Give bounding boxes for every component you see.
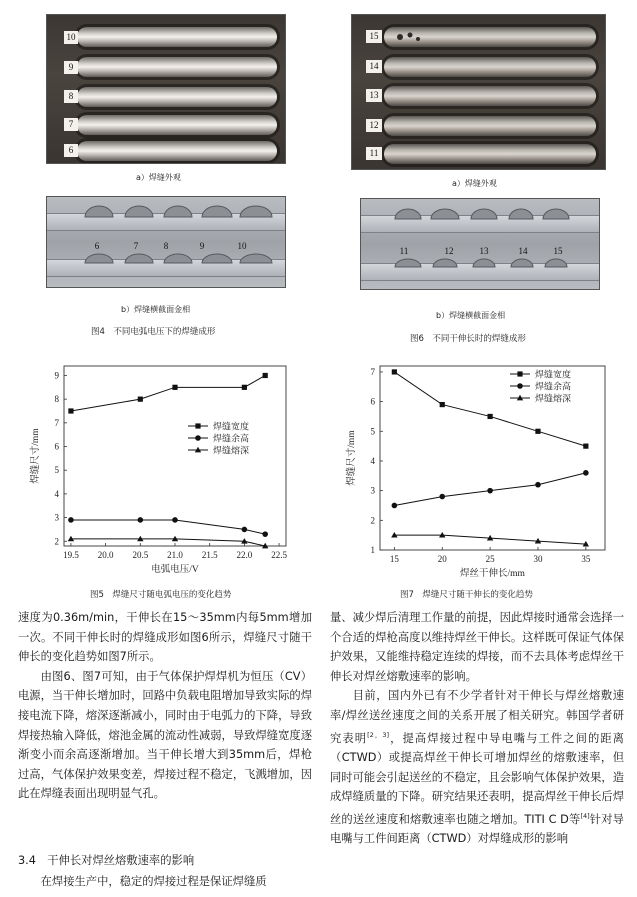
weld-bead <box>77 27 277 47</box>
fig4-weld-appearance-photo <box>46 14 286 164</box>
data-point <box>195 435 201 441</box>
data-point <box>242 385 247 390</box>
plot-frame <box>380 366 605 550</box>
specimen-label: 6 <box>64 144 78 157</box>
y-axis-label: 焊缝尺寸/mm <box>31 428 41 484</box>
specimen-label: 14 <box>366 60 382 73</box>
data-point <box>440 402 445 407</box>
data-point <box>68 517 74 523</box>
data-point <box>172 517 178 523</box>
x-axis-label: 电弧电压/V <box>151 565 199 575</box>
y-tick-label: 4 <box>370 455 375 466</box>
section-label: 8 <box>163 241 169 251</box>
fig7-chart <box>340 360 615 580</box>
fig6-weld-appearance-photo <box>351 14 606 170</box>
section-label: 12 <box>444 246 454 256</box>
y-tick-label: 7 <box>54 417 59 428</box>
fig4-cross-section-photo <box>46 196 286 288</box>
weld-bead <box>384 86 596 106</box>
data-point <box>262 531 268 537</box>
legend-label: 焊缝余高 <box>535 381 572 392</box>
x-tick-label: 22.5 <box>271 550 287 560</box>
series-line <box>71 375 265 411</box>
legend-label: 焊缝熔深 <box>213 445 250 456</box>
y-tick-label: 6 <box>54 441 59 452</box>
fig6-caption-b: b）焊缝横截面金相 <box>436 311 506 320</box>
specimen-label: 8 <box>64 90 78 103</box>
data-point <box>439 494 445 500</box>
weld-bead <box>77 87 277 107</box>
fig4-caption-b: b）焊缝横截面金相 <box>121 305 191 314</box>
y-tick-label: 6 <box>370 396 375 407</box>
fig7-title: 图7 焊缝尺寸随干伸长的变化趋势 <box>400 590 533 600</box>
x-tick-label: 35 <box>581 554 591 564</box>
weld-bead <box>384 116 596 136</box>
paragraph: 目前，国内外已有不少学者针对干伸长与焊丝熔敷速率/焊丝送丝速度之间的关系开展了相关研究。韩国学者研究表明[2，3]，提高焊接过程中导电嘴与工件之间的距离（CTWD）或提高焊丝干伸长可增加焊丝的熔敷速率，但同时可能会引起送丝的不稳定，且会影响气体保护效果，造成焊缝质量的下降。研究结果还表明，提高焊丝干伸长后焊丝的送丝速度和熔敷速率也随之增加。TITI C D等[4]针对导电嘴与工件间距离（CTWD）对焊缝成形的影响 <box>330 689 624 846</box>
data-point <box>172 385 177 390</box>
section-label: 9 <box>199 241 205 251</box>
weld-bead <box>77 141 277 161</box>
fig4-title: 图4 不同电弧电压下的焊缝成形 <box>91 327 216 337</box>
y-tick-label: 3 <box>54 512 59 523</box>
y-tick-label: 2 <box>370 515 375 526</box>
data-point <box>263 373 268 378</box>
section-label: 10 <box>237 241 247 251</box>
x-tick-label: 15 <box>389 554 399 564</box>
data-point <box>242 527 248 533</box>
fig6-caption-a: a）焊缝外观 <box>452 179 497 188</box>
weld-bead <box>77 115 277 135</box>
left-column-text <box>18 608 312 804</box>
section-label: 11 <box>399 246 409 256</box>
paragraph: 速度为0.36m/min，干伸长在15～35mm内每5mm增加一次。不同干伸长时的焊缝成形如图6所示，焊缝尺寸随干伸长的变化趋势如图7所示。 <box>18 611 312 664</box>
fig5-chart <box>28 360 298 580</box>
section-label: 7 <box>133 241 139 251</box>
fig4-caption-a: a）焊缝外观 <box>136 173 181 182</box>
data-point <box>68 408 73 413</box>
legend-label: 焊缝宽度 <box>213 421 250 432</box>
y-tick-label: 3 <box>370 485 375 496</box>
data-point <box>583 470 589 476</box>
section-label: 15 <box>553 246 563 256</box>
data-point <box>392 503 398 509</box>
left-column-text-end <box>18 872 312 892</box>
data-point <box>488 414 493 419</box>
surface-porosity <box>352 23 606 63</box>
x-tick-label: 30 <box>533 554 543 564</box>
specimen-label: 7 <box>64 118 78 131</box>
x-tick-label: 25 <box>485 554 495 564</box>
data-point <box>138 397 143 402</box>
y-tick-label: 1 <box>370 545 375 555</box>
section-label: 14 <box>518 246 528 256</box>
x-axis-label: 焊丝干伸长/mm <box>460 569 525 579</box>
citation: [2，3] <box>367 730 390 739</box>
data-point <box>195 423 200 428</box>
data-point <box>138 517 144 523</box>
x-tick-label: 21.5 <box>201 550 218 560</box>
paragraph: 由图6、图7可知，由于气体保护焊焊机为恒压（CV）电源，当干伸长增加时，回路中负载电阻增加导致实际的焊接电流下降，熔深逐渐减小，同时由于电弧力的下降，导致焊接热输入降低，熔池金属的流动性减弱，导致焊缝宽度逐渐变小而余高逐渐增加。当干伸长增大到35mm后，焊枪过高，气体保护效果变差，焊接过程不稳定，飞溅增加，因此在焊缝表面出现明显气孔。 <box>18 669 312 801</box>
specimen-label: 12 <box>366 119 382 132</box>
legend-label: 焊缝熔深 <box>535 393 572 404</box>
legend-label: 焊缝余高 <box>213 433 250 444</box>
data-point <box>392 369 397 374</box>
data-point <box>517 371 522 376</box>
fig6-cross-section-photo <box>360 198 600 290</box>
paragraph: 量、减少焊后清理工作量的前提，因此焊接时通常会选择一个合适的焊枪高度以维持焊丝干伸长。这样既可保证气体保护效果，又能维持稳定连续的焊接，而不去具体考虑焊丝干伸长对焊丝熔敷速率的影响。 <box>330 611 624 683</box>
y-tick-label: 8 <box>54 394 59 405</box>
citation: [4] <box>580 811 590 820</box>
data-point <box>535 429 540 434</box>
weld-bead <box>384 144 596 164</box>
x-tick-label: 21.0 <box>167 550 183 560</box>
right-column-text <box>330 608 624 849</box>
x-tick-label: 22.0 <box>236 550 253 560</box>
section-heading: 3.4 干伸长对焊丝熔敷速率的影响 <box>18 854 195 867</box>
specimen-label: 10 <box>64 31 78 44</box>
data-point <box>517 383 523 389</box>
series-line <box>71 520 265 534</box>
y-tick-label: 7 <box>370 366 375 377</box>
data-point <box>583 444 588 449</box>
y-axis-label: 焊缝尺寸/mm <box>347 430 357 486</box>
series-line <box>71 539 265 546</box>
y-tick-label: 5 <box>370 426 375 437</box>
data-point <box>535 482 541 488</box>
data-point <box>487 488 493 494</box>
section-label: 6 <box>94 241 100 251</box>
specimen-label: 9 <box>64 61 78 74</box>
y-tick-label: 5 <box>54 465 59 476</box>
x-tick-label: 20.5 <box>132 550 149 560</box>
legend-label: 焊缝宽度 <box>535 369 572 380</box>
section-label: 13 <box>479 246 489 256</box>
y-tick-label: 2 <box>54 536 59 547</box>
y-tick-label: 9 <box>54 370 59 381</box>
x-tick-label: 20.0 <box>97 550 114 560</box>
x-tick-label: 19.5 <box>63 550 79 560</box>
weld-bead <box>77 57 277 77</box>
paragraph: 在焊接生产中，稳定的焊接过程是保证焊缝质 <box>40 875 267 888</box>
x-tick-label: 20 <box>437 554 447 564</box>
y-tick-label: 4 <box>54 488 59 499</box>
specimen-label: 15 <box>366 30 382 43</box>
fig5-title: 图5 焊缝尺寸随电弧电压的变化趋势 <box>90 590 232 600</box>
specimen-label: 13 <box>366 89 382 102</box>
specimen-label: 11 <box>366 147 382 160</box>
fig6-title: 图6 不同干伸长时的焊缝成形 <box>410 334 526 344</box>
